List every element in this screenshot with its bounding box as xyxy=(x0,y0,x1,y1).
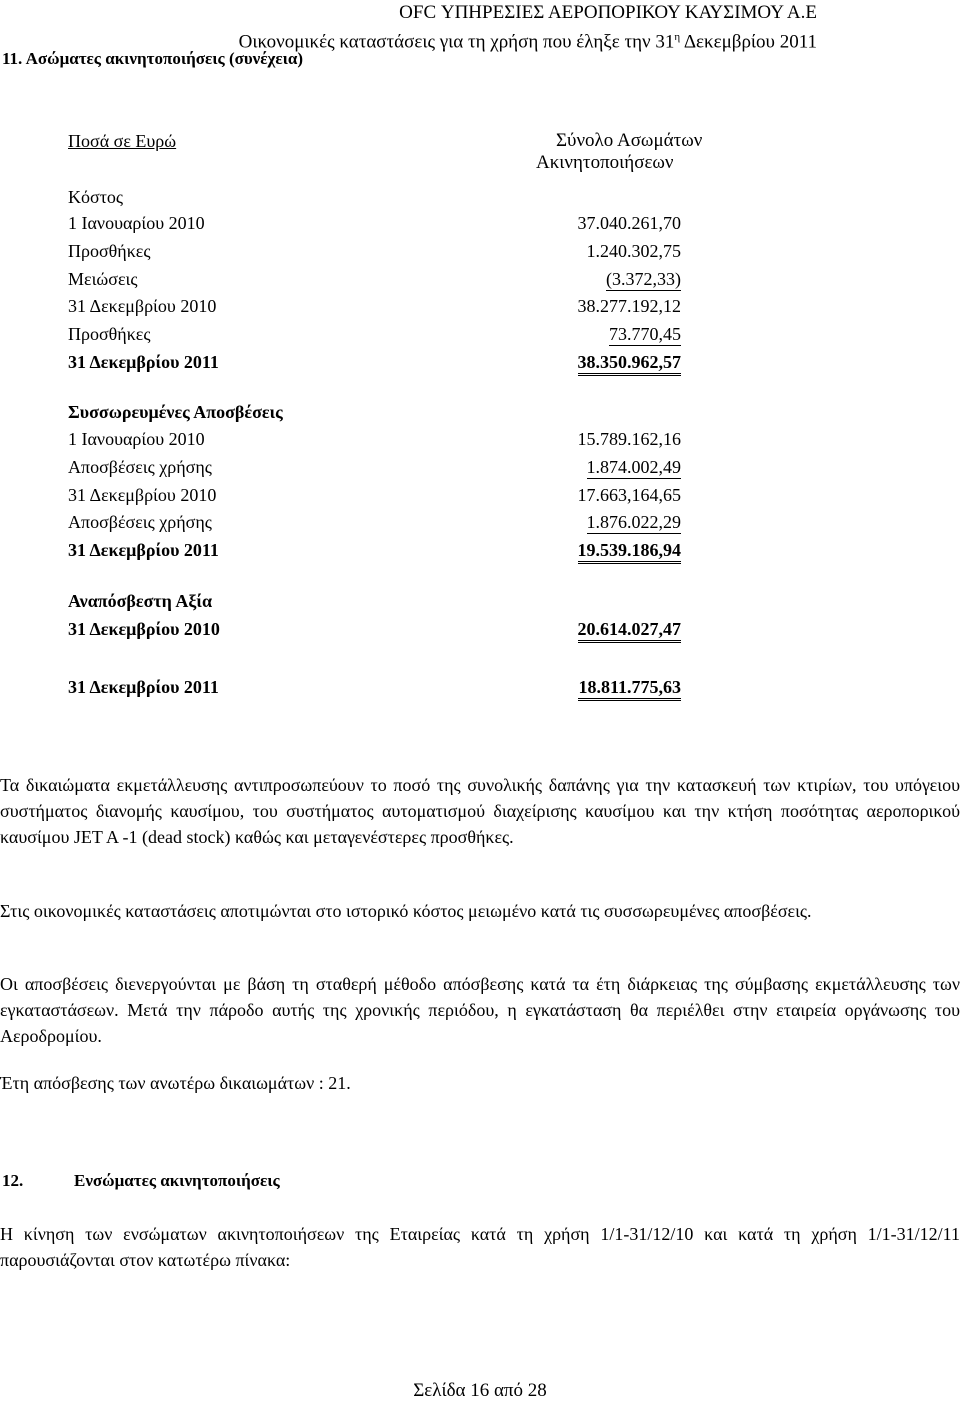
paragraph-depreciation-years: Έτη απόσβεσης των ανωτέρω δικαιωμάτων : 21. xyxy=(0,1073,351,1093)
depr-row-value-text: 1.876.022,29 xyxy=(586,512,681,532)
cost-row-value xyxy=(606,268,681,290)
nbv-row-value xyxy=(578,676,681,698)
depr-row-label: Αποσβέσεις χρήσης xyxy=(68,457,212,477)
depr-row-value xyxy=(587,511,682,533)
subtitle-sup: η xyxy=(674,31,681,43)
nbv-title: Αναπόσβεστη Αξία xyxy=(68,591,213,611)
cost-total-label: 31 Δεκεμβρίου 2011 xyxy=(68,352,219,372)
cost-row-label: Προσθήκες xyxy=(68,241,151,261)
cost-row-value xyxy=(609,323,681,345)
paragraph-valuation: Στις οικονομικές καταστάσεις αποτιμώνται στο ιστορικό κόστος μειωμένο κατά τις συσσωρευμένες αποσβέσεις. xyxy=(0,901,812,921)
subtitle-post: Δεκεμβρίου 2011 xyxy=(680,31,817,53)
nbv-row-value-text: 20.614.027,47 xyxy=(578,619,682,643)
section-12-number: 12. xyxy=(2,1171,24,1190)
subtitle-pre: Οικονομικές καταστάσεις για τη χρήση που έληξε την 31 xyxy=(238,31,675,53)
column-head-line1: Σύνολο Ασωμάτων xyxy=(556,130,703,151)
paragraph-rights-description: Τα δικαιώματα εκμετάλλευσης αντιπροσωπεύουν το ποσό της συνολικής δαπάνης για την κατασκευή των κτιρίων, του υπόγειου συστήματος διανομής καυσίμου, του συστήματος αυτοματισμού διαχείρισης καυσίμου και την κτήση ποσότητας αεροπορικού καυσίμου JET A -1 (dead stock) καθώς και μεταγενέστερες προσθήκες. xyxy=(0,775,960,847)
cost-row-label: Μειώσεις xyxy=(68,269,138,289)
depr-total-value-text: 19.539.186,94 xyxy=(578,540,682,564)
cost-row-value: 1.240.302,75 xyxy=(586,241,681,261)
nbv-row-label: 31 Δεκεμβρίου 2011 xyxy=(68,677,219,697)
depr-row-label: Αποσβέσεις χρήσης xyxy=(68,512,212,532)
depr-row-value-text: 1.874.002,49 xyxy=(586,457,681,477)
column-head-line2: Ακινητοποιήσεων xyxy=(536,152,674,173)
depr-row-label: 31 Δεκεμβρίου 2010 xyxy=(68,485,217,505)
depr-row-value: 15.789.162,16 xyxy=(577,429,681,449)
cost-title: Κόστος xyxy=(68,187,124,207)
page-number: Σελίδα 16 από 28 xyxy=(413,1380,547,1401)
depr-total-value xyxy=(578,539,682,561)
depreciation-title: Συσσωρευμένες Αποσβέσεις xyxy=(68,402,283,422)
cost-row-label: 31 Δεκεμβρίου 2010 xyxy=(68,296,217,316)
statement-subtitle xyxy=(239,26,817,53)
cost-row-value-text: (3.372,33) xyxy=(606,269,681,289)
nbv-row-value-text: 18.811.775,63 xyxy=(578,677,681,701)
cost-row-label: Προσθήκες xyxy=(68,324,151,344)
depr-row-value: 17.663,164,65 xyxy=(577,485,681,505)
company-header: OFC ΥΠΗΡΕΣΙΕΣ ΑΕΡΟΠΟΡΙΚΟΥ ΚΑΥΣΙΜΟΥ Α.Ε xyxy=(399,2,817,23)
cost-total-value-text: 38.350.962,57 xyxy=(578,352,682,376)
cost-row-value: 38.277.192,12 xyxy=(577,296,681,316)
nbv-row-value xyxy=(578,618,682,640)
cost-row-value: 37.040.261,70 xyxy=(577,213,681,233)
depr-total-label: 31 Δεκεμβρίου 2011 xyxy=(68,540,219,560)
section-11-title: 11. Ασώματες ακινητοποιήσεις (συνέχεια) xyxy=(2,49,304,68)
nbv-row-label: 31 Δεκεμβρίου 2010 xyxy=(68,619,220,639)
section-12-title: Ενσώματες ακινητοποιήσεις xyxy=(74,1171,280,1190)
paragraph-depreciation-method: Οι αποσβέσεις διενεργούνται με βάση τη σταθερή μέθοδο απόσβεσης κατά τα έτη διάρκειας της σύμβασης εκμετάλλευσης των εγκαταστάσεων. Μετά την πάροδο αυτής της χρονικής περιόδου, η εγκατάσταση θα περιέλθει στην εταιρεία οργάνωσης του Αεροδρομίου. xyxy=(0,974,960,1046)
cost-total-value xyxy=(578,351,682,373)
cost-row-label: 1 Ιανουαρίου 2010 xyxy=(68,213,205,233)
cost-row-value-text: 73.770,45 xyxy=(609,324,681,344)
amount-label: Ποσά σε Ευρώ xyxy=(68,131,177,151)
depr-row-label: 1 Ιανουαρίου 2010 xyxy=(68,429,205,449)
paragraph-section-12: Η κίνηση των ενσώματων ακινητοποιήσεων της Εταιρείας κατά τη χρήση 1/1-31/12/10 και κατά τη χρήση 1/1-31/12/11 παρουσιάζονται στον κατωτέρω πίνακα: xyxy=(0,1224,960,1270)
depr-row-value xyxy=(587,456,682,478)
